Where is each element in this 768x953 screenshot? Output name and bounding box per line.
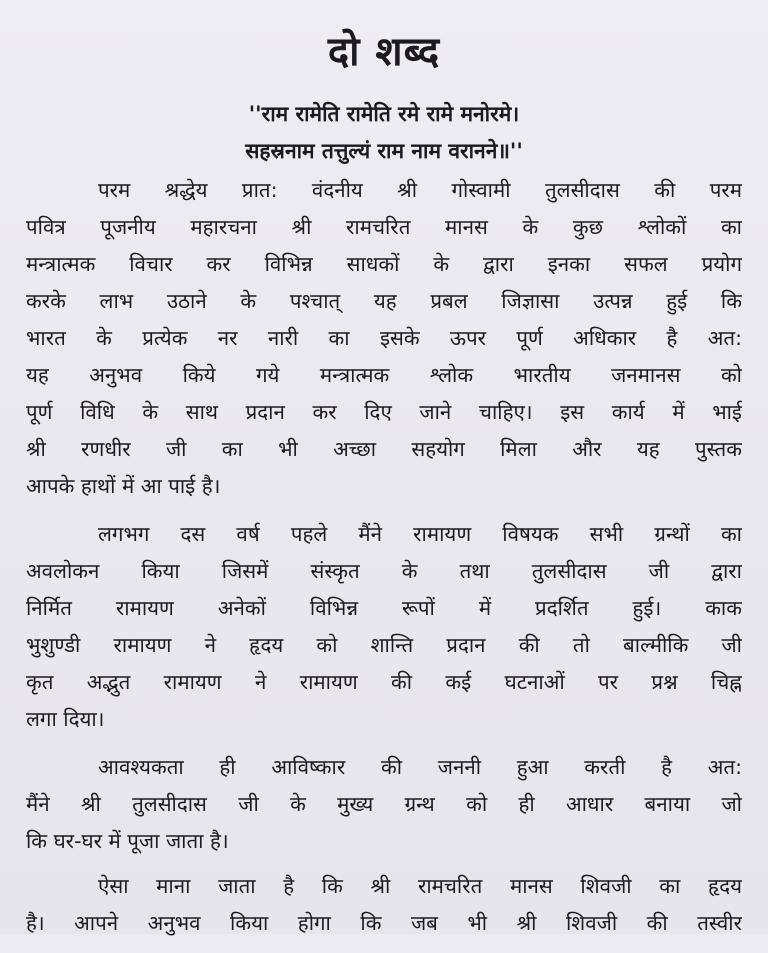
page-title: दो शब्द xyxy=(327,29,441,75)
document-body xyxy=(26,172,742,953)
paragraph-3 xyxy=(26,749,742,860)
paragraph-line: कि घर-घर में पूजा जाता है। xyxy=(26,829,229,853)
paragraph-line: ऐसा माना जाता है कि श्री रामचरित मानस शिवजी का हृदय xyxy=(98,874,742,898)
paragraph-1 xyxy=(26,172,742,505)
paragraph-line: निर्मित रामायण अनेकों विभिन्न रूपों में प्रदर्शित हुई। काक xyxy=(26,596,742,620)
paragraph-line: कृत अद्भुत रामायण ने रामायण की कई घटनाओं पर प्रश्न चिह्न xyxy=(26,670,742,694)
paragraph-line: आपके हाथों में आ पाई है। xyxy=(26,474,221,498)
paragraph-line: आवश्यकता ही आविष्कार की जननी हुआ करती है अत: xyxy=(98,755,742,779)
paragraph-line: श्री रणधीर जी का भी अच्छा सहयोग मिला और यह पुस्तक xyxy=(26,437,742,461)
paragraph-line: मैंने श्री तुलसीदास जी के मुख्य ग्रन्थ को ही आधार बनाया जो xyxy=(26,792,742,816)
paragraph-line: पवित्र पूजनीय महारचना श्री रामचरित मानस के कुछ श्लोकों का xyxy=(26,215,742,239)
paragraph-line: भुशुण्डी रामायण ने हृदय को शान्ति प्रदान की तो बाल्मीकि जी xyxy=(26,633,742,657)
paragraph-line: लगभग दस वर्ष पहले मैंने रामायण विषयक सभी ग्रन्थों का xyxy=(98,522,742,546)
paragraph-line: पूर्ण विधि के साथ प्रदान कर दिए जाने चाहिए। इस कार्य में भाई xyxy=(26,400,742,424)
paragraph-2 xyxy=(26,516,742,738)
paragraph-line: मन्त्रात्मक विचार कर विभिन्न साधकों के द्वारा इनका सफल प्रयोग xyxy=(26,252,742,276)
verse-line-1: ''राम रामेति रामेति रमे रामे मनोरमे। xyxy=(248,102,520,126)
verse-line-2: सहस्रनाम तत्तुल्यं राम नाम वरानने॥'' xyxy=(245,139,523,163)
paragraph-line: यह अनुभव किये गये मन्त्रात्मक श्लोक भारतीय जनमानस को xyxy=(26,363,742,387)
paragraph-line: भारत के प्रत्येक नर नारी का इसके ऊपर पूर्ण अधिकार है अत: xyxy=(26,326,742,350)
paragraph-line: अवलोकन किया जिसमें संस्कृत के तथा तुलसीदास जी द्वारा xyxy=(26,559,742,583)
paragraph-line: करके लाभ उठाने के पश्चात् यह प्रबल जिज्ञासा उत्पन्न हुई कि xyxy=(26,289,742,313)
paragraph-4 xyxy=(26,868,742,942)
paragraph-line: परम श्रद्धेय प्रात: वंदनीय श्री गोस्वामी तुलसीदास की परम xyxy=(98,178,742,202)
paragraph-line: है। आपने अनुभव किया होगा कि जब भी श्री शिवजी की तस्वीर xyxy=(26,911,742,935)
paragraph-line: लगा दिया। xyxy=(26,707,105,731)
